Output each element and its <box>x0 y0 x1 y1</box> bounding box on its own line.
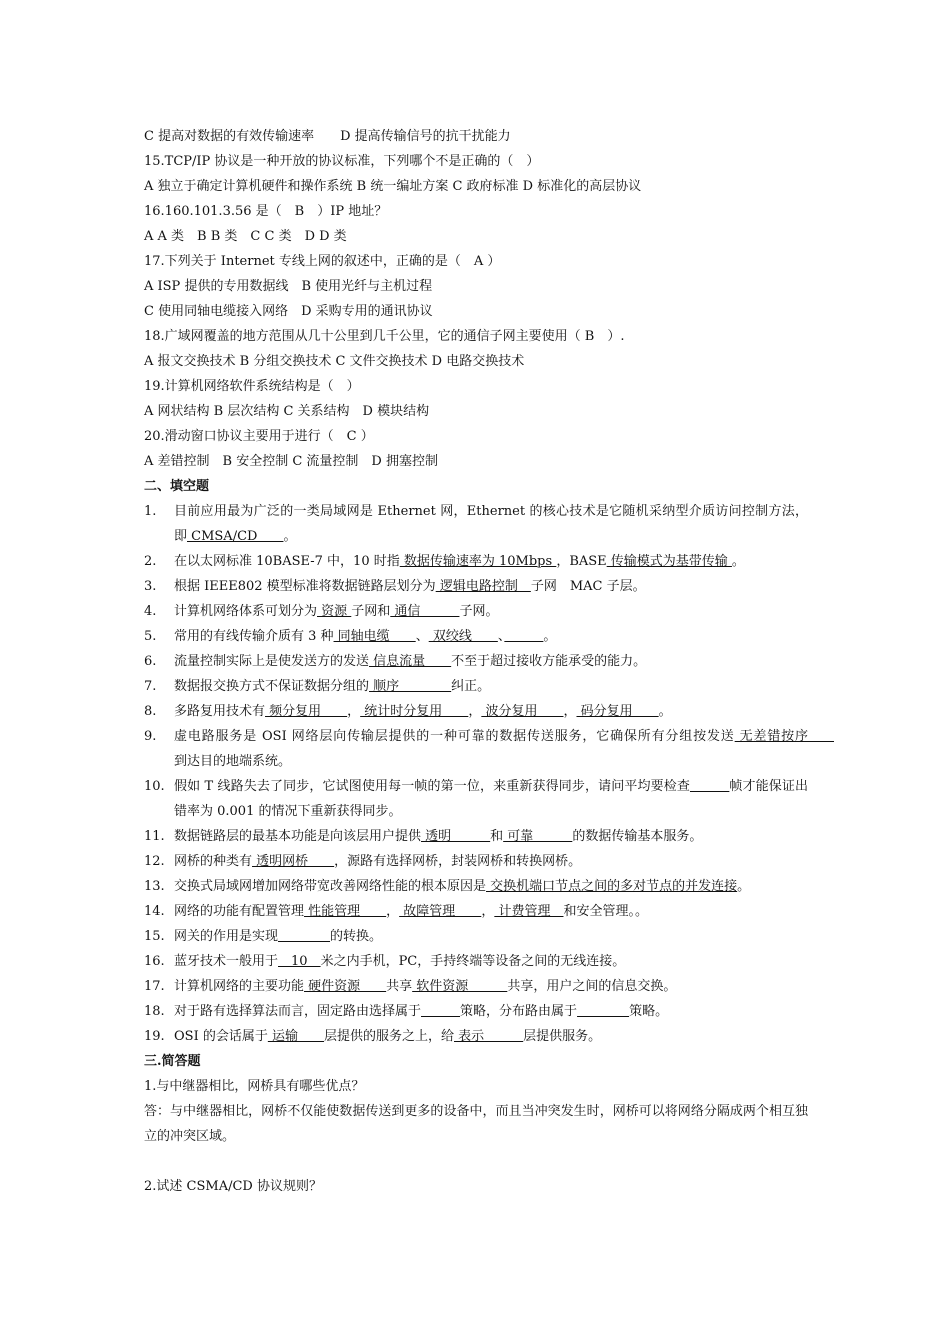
mc-line: 20.滑动窗口协议主要用于进行（ C ） <box>144 429 374 444</box>
answer-blank: CMSA/CD <box>187 529 284 544</box>
answer-blank <box>577 1004 629 1019</box>
mc-line: A 网状结构 B 层次结构 C 关系结构 D 模块结构 <box>144 404 430 419</box>
item-text-segment: 到达目的地端系统。 <box>174 754 292 769</box>
item-text-segment: 假如 T 线路失去了同步，它试图使用每一帧的第一位，来重新获得同步，请问平均要检查 <box>174 779 690 794</box>
item-text <box>174 949 808 974</box>
item-text-segment: 常用的有线传输介质有 3 种 <box>174 629 334 644</box>
fill-in-block <box>144 499 834 1049</box>
item-number: 19. <box>144 1029 165 1044</box>
item-number: 11. <box>144 829 165 844</box>
item-text-segment: 共享，用户之间的信息交换。 <box>507 979 677 994</box>
document-body <box>144 124 834 1199</box>
mc-line: A A 类 B B 类 C C 类 D D 类 <box>144 229 347 244</box>
item-number: 2. <box>144 554 157 569</box>
answer-blank: 透明 <box>421 829 491 844</box>
item-text-segment: OSI 的会话属于 <box>174 1029 268 1044</box>
item-text-segment: 网桥的种类有 <box>174 854 253 869</box>
item-text-segment: 策略。 <box>629 1004 669 1019</box>
fill-item <box>144 724 834 774</box>
item-text <box>174 624 808 649</box>
item-text-segment: ， <box>386 904 400 919</box>
item-number: 8. <box>144 704 157 719</box>
item-text-segment: 的数据传输基本服务。 <box>572 829 703 844</box>
item-text-segment: 子网和 <box>351 604 391 619</box>
item-text-segment: 策略，分布路由属于 <box>460 1004 578 1019</box>
mc-line: A 差错控制 B 安全控制 C 流量控制 D 拥塞控制 <box>144 454 438 469</box>
item-text <box>174 849 808 874</box>
item-text <box>174 599 808 624</box>
answer-blank: 交换机端口节点之间的多对节点的并发连接 <box>486 879 738 894</box>
item-text-segment: 的转换。 <box>330 929 383 944</box>
item-text-segment: 数据链路层的最基本功能是向该层用户提供 <box>174 829 422 844</box>
answer-blank: 10 <box>278 954 321 969</box>
answer-1: 答：与中继器相比，网桥不仅能使数据传送到更多的设备中，而且当冲突发生时，网桥可以将网络分隔成两个相互独立的冲突区域。 <box>144 1104 808 1144</box>
answer-blank: 顺序 <box>369 679 452 694</box>
item-text-segment: 层提供的服务之上，给 <box>323 1029 454 1044</box>
item-text-segment: 网络的功能有配置管理 <box>174 904 305 919</box>
answer-blank: 资源 <box>317 604 352 619</box>
fill-item <box>144 874 808 899</box>
answer-blank: 运输 <box>267 1029 324 1044</box>
mc-line: A ISP 提供的专用数据线 B 使用光纤与主机过程 <box>144 279 433 294</box>
fill-item <box>144 1024 808 1049</box>
answer-blank: 无差错按序 <box>734 729 834 744</box>
blank-spacer <box>144 1149 808 1174</box>
item-text-segment: 米之内手机，PC，手持终端等设备之间的无线连接。 <box>320 954 626 969</box>
item-text-segment: ， <box>347 704 361 719</box>
item-text-segment: 和安全管理。。 <box>563 904 648 919</box>
mc-line: A 独立于确定计算机硬件和操作系统 B 统一编址方案 C 政府标准 D 标准化的高层协议 <box>144 179 642 194</box>
item-number: 13. <box>144 879 165 894</box>
item-text-segment: 对于路有选择算法而言，固定路由选择属于 <box>174 1004 422 1019</box>
item-text <box>174 574 808 599</box>
item-text <box>174 924 808 949</box>
item-text-segment: 层提供服务。 <box>523 1029 602 1044</box>
answer-blank: 双绞线 <box>428 629 498 644</box>
mc-line: 16.160.101.3.56 是（ B ）IP 地址？ <box>144 204 388 219</box>
mc-line: A 报文交换技术 B 分组交换技术 C 文件交换技术 D 电路交换技术 <box>144 354 525 369</box>
answer-blank: 通信 <box>390 604 460 619</box>
item-text <box>174 674 808 699</box>
answer-blank: 性能管理 <box>304 904 387 919</box>
item-text-segment: 数据报交换方式不保证数据分组的 <box>174 679 370 694</box>
item-text <box>174 974 808 999</box>
answer-blank: 统计时分复用 <box>360 704 469 719</box>
answer-blank: 信息流量 <box>369 654 452 669</box>
mc-line: 18.广域网覆盖的地方范围从几十公里到几千公里，它的通信子网主要使用（ B ）. <box>144 329 625 344</box>
item-text <box>174 549 808 574</box>
mc-line: 17.下列关于 Internet 专线上网的叙述中，正确的是（ A ） <box>144 254 501 269</box>
item-text-segment: 流量控制实际上是使发送方的发送 <box>174 654 370 669</box>
item-text-segment: 和 <box>490 829 504 844</box>
item-text-segment: 目前应用最为广泛的一类局域网是 Ethernet 网，Ethernet 的核心技术是它随机采纳型介质访问控制方法，即 <box>174 504 808 544</box>
item-text-segment: 帧才能保证出错率为 0.001 的情况下重新获得同步。 <box>174 779 808 819</box>
item-text-segment: ，源路有选择网桥，封装网桥和转换网桥。 <box>334 854 582 869</box>
item-text-segment: 、 <box>415 629 429 644</box>
item-text-segment: 。 <box>731 554 745 569</box>
item-number: 6. <box>144 654 157 669</box>
item-number: 3. <box>144 579 157 594</box>
answer-blank: 逻辑电路控制 <box>435 579 531 594</box>
item-text-segment: 网关的作用是实现 <box>174 929 279 944</box>
fill-item <box>144 549 808 574</box>
item-text <box>174 874 808 899</box>
answer-blank: 表示 <box>454 1029 524 1044</box>
item-text-segment: 在以太网标准 10BASE-7 中，10 时指 <box>174 554 400 569</box>
fill-item <box>144 824 808 849</box>
answer-blank: 传输模式为基带传输 <box>606 554 732 569</box>
mc-line: C 提高对数据的有效传输速率 D 提高传输信号的抗干扰能力 <box>144 129 511 144</box>
fill-item <box>144 574 808 599</box>
mc-line: C 使用同轴电缆接入网络 D 采购专用的通讯协议 <box>144 304 433 319</box>
fill-item <box>144 649 808 674</box>
item-text <box>174 774 808 824</box>
fill-item <box>144 499 808 549</box>
answer-blank: 波分复用 <box>481 704 564 719</box>
fill-item <box>144 674 808 699</box>
item-number: 12. <box>144 854 165 869</box>
item-text-segment: 。 <box>283 529 297 544</box>
item-text-segment: 子网 MAC 子层。 <box>530 579 646 594</box>
item-text-segment: 。 <box>543 629 557 644</box>
item-number: 17. <box>144 979 165 994</box>
item-text-segment: 计算机网络体系可划分为 <box>174 604 318 619</box>
item-text-segment: 不至于超过接收方能承受的能力。 <box>451 654 647 669</box>
item-text <box>174 824 808 849</box>
answer-blank: 计费管理 <box>494 904 564 919</box>
item-text-segment: ，BASE <box>556 554 607 569</box>
fill-item <box>144 999 808 1024</box>
fill-item <box>144 899 808 924</box>
item-text-segment: 纠正。 <box>451 679 491 694</box>
answer-blank <box>278 929 330 944</box>
answer-blank <box>504 629 543 644</box>
item-number: 15. <box>144 929 165 944</box>
answer-blank: 同轴电缆 <box>333 629 416 644</box>
mc-line: 19.计算机网络软件系统结构是（ ） <box>144 379 360 394</box>
item-number: 4. <box>144 604 157 619</box>
item-text-segment: ， <box>481 904 495 919</box>
answer-blank: 软件资源 <box>412 979 508 994</box>
item-number: 18. <box>144 1004 165 1019</box>
answer-blank: 可靠 <box>503 829 573 844</box>
item-number: 1. <box>144 504 157 519</box>
answer-blank: 数据传输速率为 10Mbps <box>399 554 557 569</box>
item-number: 9. <box>144 729 157 744</box>
item-text <box>174 1024 808 1049</box>
mc-line: 15.TCP/IP 协议是一种开放的协议标准，下列哪个不是正确的（ ） <box>144 154 540 169</box>
question-2: 2.试述 CSMA/CD 协议规则？ <box>144 1179 322 1194</box>
question-1: 1.与中继器相比，网桥具有哪些优点？ <box>144 1079 365 1094</box>
section-fill-in-title: 二、填空题 <box>144 479 210 494</box>
answer-blank: 硬件资源 <box>304 979 387 994</box>
item-text-segment: 交换式局域网增加网络带宽改善网络性能的根本原因是 <box>174 879 487 894</box>
item-text <box>174 499 808 549</box>
answer-blank <box>421 1004 460 1019</box>
answer-blank: 码分复用 <box>576 704 659 719</box>
item-text-segment: 、 <box>497 629 505 644</box>
item-number: 14. <box>144 904 165 919</box>
item-number: 10. <box>144 779 165 794</box>
item-text <box>174 724 834 774</box>
item-text-segment: 计算机网络的主要功能 <box>174 979 305 994</box>
answer-blank <box>690 779 729 794</box>
fill-item <box>144 599 808 624</box>
item-text-segment: 子网。 <box>459 604 499 619</box>
item-text-segment: 虚电路服务是 OSI 网络层向传输层提供的一种可靠的数据传送服务，它确保所有分组按发送 <box>174 729 735 744</box>
item-text-segment: 共享 <box>386 979 413 994</box>
fill-item <box>144 924 808 949</box>
item-number: 7. <box>144 679 157 694</box>
answer-blank: 故障管理 <box>399 904 482 919</box>
item-text-segment: 根据 IEEE802 模型标准将数据链路层划分为 <box>174 579 436 594</box>
item-text-segment: 蓝牙技术一般用于 <box>174 954 279 969</box>
fill-item <box>144 699 808 724</box>
item-text <box>174 899 808 924</box>
item-text-segment: 。 <box>658 704 672 719</box>
answer-blank: 透明网桥 <box>252 854 335 869</box>
fill-item <box>144 624 808 649</box>
answer-blank: 频分复用 <box>265 704 348 719</box>
item-number: 5. <box>144 629 157 644</box>
fill-item <box>144 774 808 824</box>
item-text-segment: ， <box>563 704 577 719</box>
fill-item <box>144 949 808 974</box>
item-number: 16. <box>144 954 165 969</box>
fill-item <box>144 974 808 999</box>
item-text <box>174 649 808 674</box>
item-text <box>174 999 808 1024</box>
fill-item <box>144 849 808 874</box>
multiple-choice-block <box>144 124 808 474</box>
item-text-segment: 。 <box>737 879 751 894</box>
section-short-answer-title: 三.简答题 <box>144 1054 201 1069</box>
item-text-segment: 多路复用技术有 <box>174 704 266 719</box>
item-text-segment: ， <box>468 704 482 719</box>
item-text <box>174 699 808 724</box>
